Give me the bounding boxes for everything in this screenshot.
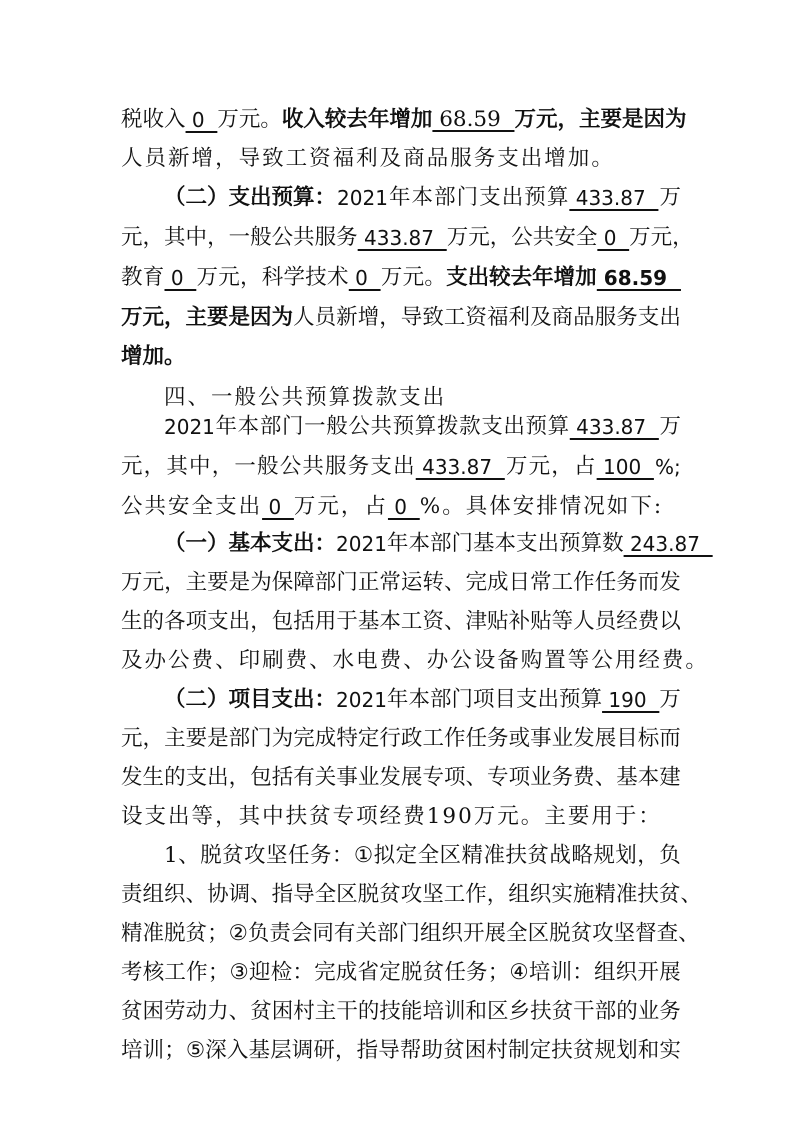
text-segment: 支出较去年增加 bbox=[446, 265, 597, 290]
text-line: 元 ， 其 中 ， 一 般 公 共 服 务 支 出 433.87 万 元 ， 占 100 %; bbox=[121, 447, 681, 487]
text-line: 税 收 入 0 万 元 。 收入较去年增加 68.59 万元，主要是因为 bbox=[121, 100, 681, 140]
text-line: 1 、 脱 贫 攻 坚 任 务 ： ① 拟 定 全 区 精 准 扶 贫 战 略 规 划 ， 负 bbox=[164, 843, 681, 868]
text-segment: （二）支出预算： bbox=[164, 185, 337, 210]
text-line: 公 共 安 全 支 出 0 万 元 ， 占 0 % 。 具 体 安 排 情 况 如 下 : bbox=[121, 487, 681, 527]
filled-blank: 0 bbox=[185, 108, 218, 132]
text-line: 设 支 出 等 ， 其 中 扶 贫 专 项 经 费 1 9 0 万 元 。 主 要 用 于 ： bbox=[121, 804, 660, 829]
text-segment: 2021 bbox=[336, 688, 387, 712]
text-segment: %; bbox=[655, 455, 681, 479]
filled-blank: 0 bbox=[164, 266, 197, 290]
filled-blank: 190 bbox=[602, 688, 660, 712]
text-line: （二）项目支出： 2021 年 本 部 门 项 目 支 出 预 算 190 万 bbox=[164, 680, 681, 720]
text-line: 生 的 各 项 支 出 ， 包 括 用 于 基 本 工 资 、 津 贴 补 贴 等 人 员 经 费 以 bbox=[121, 609, 681, 634]
filled-blank: 433.87 bbox=[357, 226, 447, 250]
text-segment: 2021 bbox=[164, 415, 215, 439]
text-line: 贫 困 劳 动 力 、 贫 困 村 主 干 的 技 能 培 训 和 区 乡 扶 贫 干 部 的 业 务 bbox=[121, 999, 681, 1024]
text-segment: 2021 bbox=[337, 186, 388, 210]
text-line: 元 ， 主 要 是 部 门 为 完 成 特 定 行 政 工 作 任 务 或 事 业 发 展 目 标 而 bbox=[121, 726, 681, 751]
filled-blank: 243.87 bbox=[623, 532, 713, 556]
filled-blank: 100 bbox=[596, 455, 654, 479]
filled-blank: 433.87 bbox=[569, 415, 659, 439]
filled-blank: 68.59 bbox=[432, 107, 515, 132]
text-line: 及 办 公 费 、 印 刷 费 、 水 电 费 、 办 公 设 备 购 置 等 公 用 经 费 。 bbox=[121, 648, 707, 673]
text-line: 精 准 脱 贫 ； ② 负 责 会 同 有 关 部 门 组 织 开 展 全 区 脱 贫 攻 坚 督 查 、 bbox=[121, 921, 700, 946]
text-segment: 万元，主要是因为 bbox=[121, 305, 294, 330]
filled-blank: 0 bbox=[348, 266, 381, 290]
text-line: 元 ， 其 中 ， 一 般 公 共 服 务 433.87 万 元 ， 公 共 安 全 0 万 元 ， bbox=[121, 218, 681, 258]
filled-blank: 0 bbox=[387, 495, 420, 519]
text-segment: 2021 bbox=[336, 532, 387, 556]
text-segment: 收入较去年增加 bbox=[281, 107, 433, 132]
text-line: 考 核 工 作 ； ③ 迎 检 ： 完 成 省 定 脱 贫 任 务 ； ④ 培 训 ： 组 织 开 展 bbox=[121, 960, 681, 985]
text-line: （一）基本支出： 2021 年 本 部 门 基 本 支 出 预 算 数 243.87 bbox=[164, 524, 681, 564]
text-line: 2021 年 本 部 门 一 般 公 共 预 算 拨 款 支 出 预 算 433.87 万 bbox=[164, 407, 681, 447]
text-segment: （一）基本支出： bbox=[164, 531, 337, 556]
text-line: 发 生 的 支 出 ， 包 括 有 关 事 业 发 展 专 项 、 专 项 业 务 费 、 基 本 建 bbox=[121, 765, 681, 790]
filled-blank: 433.87 bbox=[569, 186, 659, 210]
filled-blank: 433.87 bbox=[415, 455, 505, 479]
text-line bbox=[121, 337, 681, 377]
text-line: 万 元 ， 主 要 是 为 保 障 部 门 正 常 运 转 、 完 成 日 常 工 作 任 务 而 发 bbox=[121, 570, 681, 595]
text-line: 责 组 织 、 协 调 、 指 导 全 区 脱 贫 攻 坚 工 作 ， 组 织 实 施 精 准 扶 贫 、 bbox=[121, 882, 702, 907]
text-segment: 增加。 bbox=[121, 344, 186, 369]
text-line: 四 、 一 般 公 共 预 算 拨 款 支 出 bbox=[164, 385, 445, 410]
text-line: 培 训 ； ⑤ 深 入 基 层 调 研 ， 指 导 帮 助 贫 困 村 制 定 扶 贫 规 划 和 实 bbox=[121, 1038, 681, 1063]
filled-blank: 0 bbox=[262, 495, 294, 519]
text-line: （二）支出预算： 2021 年 本 部 门 支 出 预 算 433.87 万 bbox=[164, 178, 681, 218]
filled-blank: 68.59 bbox=[596, 266, 681, 290]
filled-blank: 0 bbox=[597, 226, 630, 250]
text-line: 人 员 新 增 ， 导 致 工 资 福 利 及 商 品 服 务 支 出 增 加 。 bbox=[121, 146, 613, 171]
text-segment: （二）项目支出： bbox=[164, 687, 337, 712]
text-line: 教 育 0 万 元 ， 科 学 技 术 0 万 元 。 支出较去年增加 68.59 bbox=[121, 258, 681, 298]
text-line: 万元，主要是因为 人 员 新 增 ， 导 致 工 资 福 利 及 商 品 服 务 支 出 bbox=[121, 298, 681, 338]
text-segment: 万元，主要是因为 bbox=[514, 107, 687, 132]
